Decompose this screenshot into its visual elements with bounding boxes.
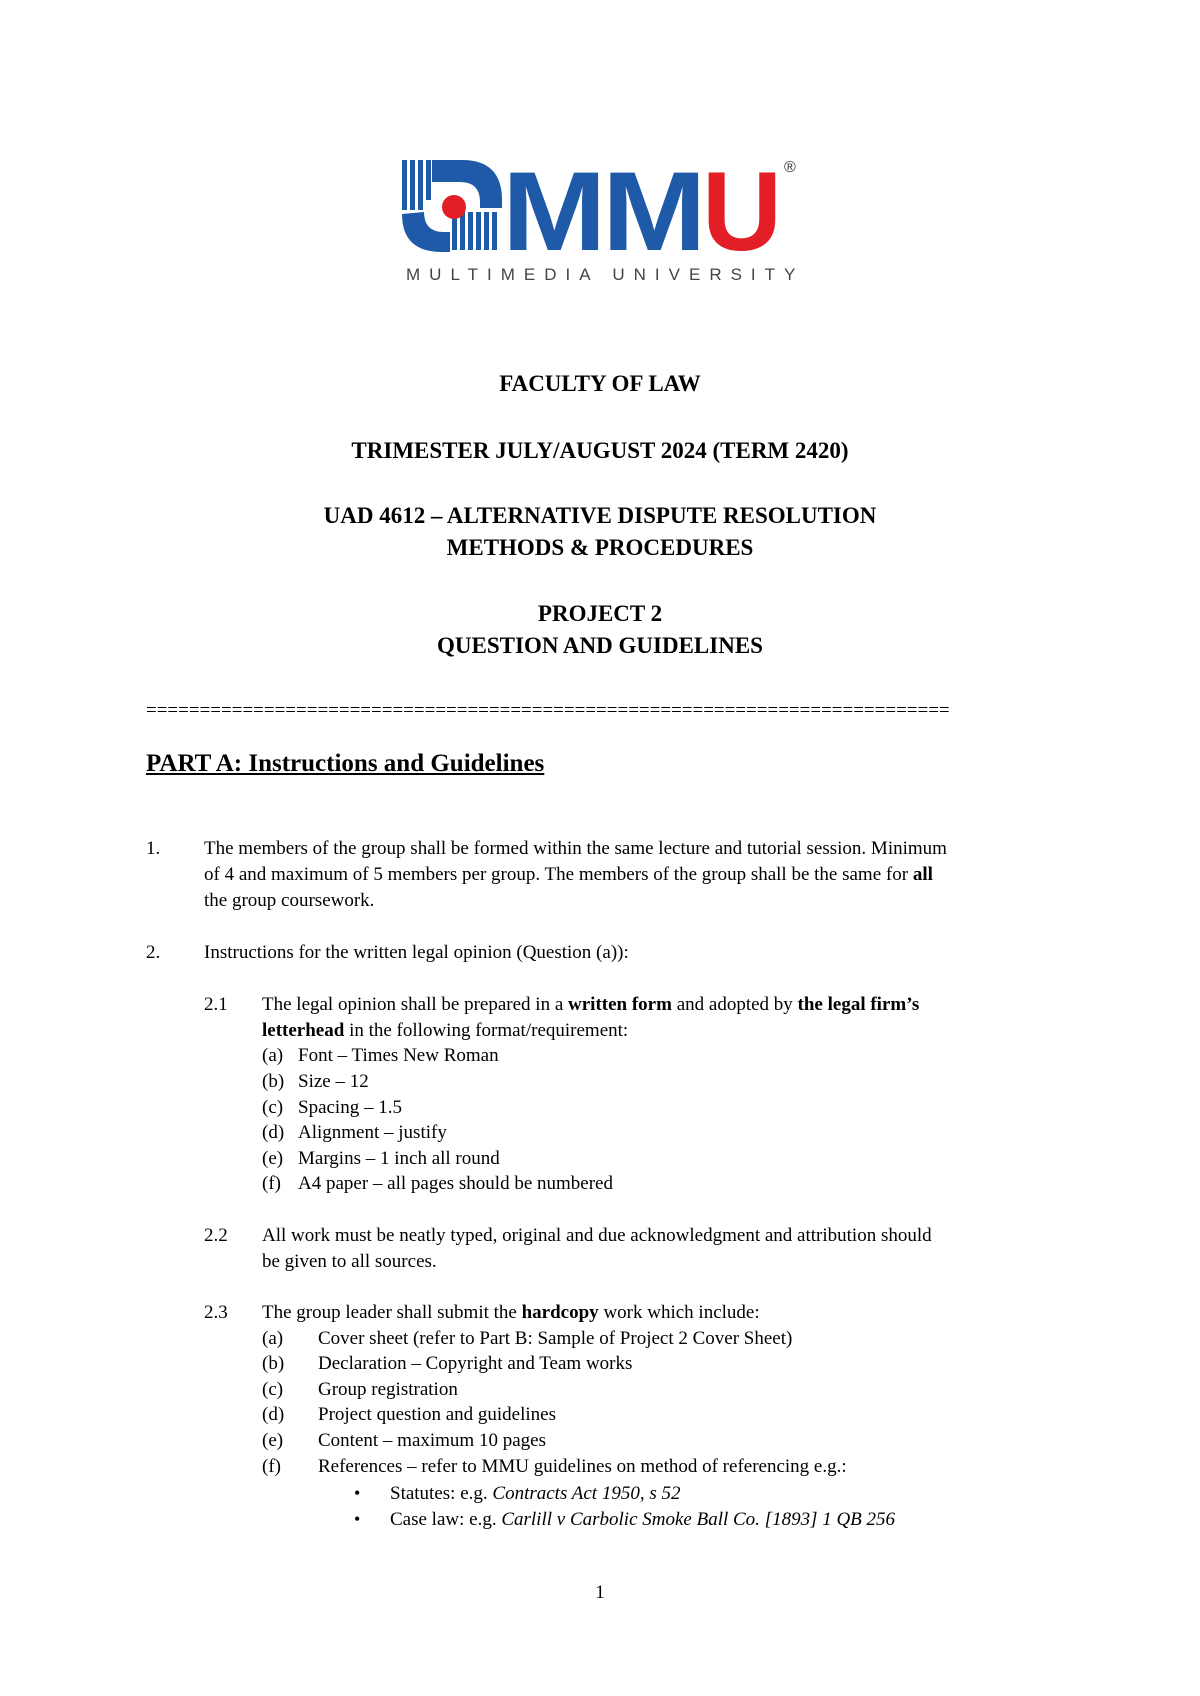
- item-2-1-sub-d: [262, 1120, 447, 1146]
- sub-text: Size – 12: [298, 1071, 369, 1092]
- sub-marker: (f): [262, 1456, 281, 1477]
- part-a-heading: PART A: Instructions and Guidelines: [146, 750, 545, 777]
- sub-text: Group registration: [318, 1379, 458, 1400]
- item-2-1-text-c: and adopted by: [671, 994, 798, 1015]
- sub-text: Declaration – Copyright and Team works: [318, 1353, 633, 1374]
- item-2-text: Instructions for the written legal opinion (Question (a)):: [204, 942, 629, 963]
- item-2-3-text-a: The group leader shall submit the: [262, 1302, 522, 1323]
- item-2-3-bold-hardcopy: hardcopy: [521, 1302, 599, 1323]
- sub-marker: (b): [262, 1353, 285, 1374]
- item-1-line2-bold: all: [912, 864, 933, 885]
- sub-text: Font – Times New Roman: [298, 1045, 499, 1066]
- item-2-3-sub-c: [262, 1377, 458, 1403]
- item-2-1-text-a: The legal opinion shall be prepared in a: [262, 994, 569, 1015]
- sub-text: A4 paper – all pages should be numbered: [298, 1173, 613, 1194]
- item-2-3-text-c: work which include:: [598, 1302, 760, 1323]
- sub-marker: (b): [262, 1071, 285, 1092]
- item-1-line2-text: of 4 and maximum of 5 members per group. The members of the group shall be the same for: [204, 864, 913, 885]
- page-number: 1: [595, 1582, 605, 1603]
- logo-subtitle: MULTIMEDIA UNIVERSITY: [406, 265, 805, 282]
- sub-text: Project question and guidelines: [318, 1404, 556, 1425]
- item-2-2-number: 2.2: [204, 1225, 228, 1246]
- bullet-icon: •: [354, 1509, 361, 1529]
- faculty-title: FACULTY OF LAW: [499, 371, 701, 396]
- item-2-3-sub-e: [262, 1428, 546, 1454]
- project-title: PROJECT 2: [537, 601, 663, 626]
- bullet-italic-text: Carlill v Carbolic Smoke Ball Co. [1893] 1 QB 256: [501, 1509, 896, 1530]
- sub-marker: (e): [262, 1430, 284, 1451]
- item-2-1-sub-b: [262, 1069, 369, 1095]
- bullet-text: Case law: e.g.: [390, 1509, 502, 1530]
- item-2-1-number: 2.1: [204, 994, 228, 1015]
- logo-wordmark-u: U: [702, 152, 782, 274]
- mmu-logo: [402, 152, 814, 282]
- item-2-3-sub-b: [262, 1351, 632, 1377]
- logo-wordmark: MM: [502, 152, 702, 274]
- sub-text: Spacing – 1.5: [298, 1097, 402, 1118]
- sub-marker: (a): [262, 1328, 284, 1349]
- sub-text: Cover sheet (refer to Part B: Sample of Project 2 Cover Sheet): [318, 1328, 793, 1349]
- item-1-number: 1.: [146, 838, 161, 859]
- item-1-line2: [204, 862, 933, 888]
- item-2-3-number: 2.3: [204, 1302, 228, 1323]
- sub-text: References – refer to MMU guidelines on method of referencing e.g.:: [318, 1456, 847, 1477]
- item-2-number: 2.: [146, 942, 161, 963]
- item-2-1-sub-e: [262, 1146, 500, 1172]
- item-1-line1: The members of the group shall be formed within the same lecture and tutorial session. Minimum: [204, 838, 947, 859]
- sub-marker: (e): [262, 1148, 284, 1169]
- separator-line: ===========================================================================: [146, 700, 950, 721]
- course-title-line1: UAD 4612 – ALTERNATIVE DISPUTE RESOLUTION: [323, 503, 877, 528]
- item-2-1-line2: [262, 1018, 628, 1044]
- project-subtitle: QUESTION AND GUIDELINES: [437, 633, 763, 658]
- item-2-1-bold-letterhead: letterhead: [262, 1020, 345, 1041]
- sub-marker: (a): [262, 1045, 284, 1066]
- sub-marker: (d): [262, 1404, 285, 1425]
- item-2-3-sub-a: [262, 1326, 792, 1352]
- item-1-line3: the group coursework.: [204, 890, 375, 911]
- bullet-icon: •: [354, 1483, 361, 1503]
- sub-marker: (d): [262, 1122, 285, 1143]
- sub-text: Alignment – justify: [298, 1122, 447, 1143]
- sub-marker: (c): [262, 1379, 284, 1400]
- references-bullet-case-law: [354, 1506, 895, 1533]
- course-title-line2: METHODS & PROCEDURES: [446, 535, 754, 560]
- item-2-2-line2: be given to all sources.: [262, 1251, 437, 1272]
- item-2-1-sub-a: [262, 1043, 499, 1069]
- sub-text: Content – maximum 10 pages: [318, 1430, 546, 1451]
- item-2-1-bold-legal-firm: the legal firm’s: [797, 994, 920, 1015]
- registered-mark: ®: [784, 159, 796, 176]
- item-2-3-sub-f: [262, 1454, 847, 1480]
- item-2-1-sub-c: [262, 1095, 402, 1121]
- mmu-logo-graphic: [402, 152, 814, 282]
- item-2-1-text-format: in the following format/requirement:: [344, 1020, 629, 1041]
- item-2-1-bold-written-form: written form: [568, 994, 672, 1015]
- item-2-1-sub-f: [262, 1171, 613, 1197]
- sub-text: Margins – 1 inch all round: [298, 1148, 500, 1169]
- item-2-3-line1: [262, 1300, 760, 1326]
- bullet-text: Statutes: e.g.: [390, 1483, 493, 1504]
- sub-marker: (f): [262, 1173, 281, 1194]
- references-bullet-statutes: [354, 1480, 680, 1507]
- sub-marker: (c): [262, 1097, 284, 1118]
- bullet-italic-text: Contracts Act 1950, s 52: [492, 1483, 681, 1504]
- trimester-title: TRIMESTER JULY/AUGUST 2024 (TERM 2420): [351, 438, 849, 463]
- item-2-1-line1: [262, 992, 919, 1018]
- item-2-2-line1: All work must be neatly typed, original and due acknowledgment and attribution should: [262, 1225, 932, 1246]
- item-2-3-sub-d: [262, 1402, 556, 1428]
